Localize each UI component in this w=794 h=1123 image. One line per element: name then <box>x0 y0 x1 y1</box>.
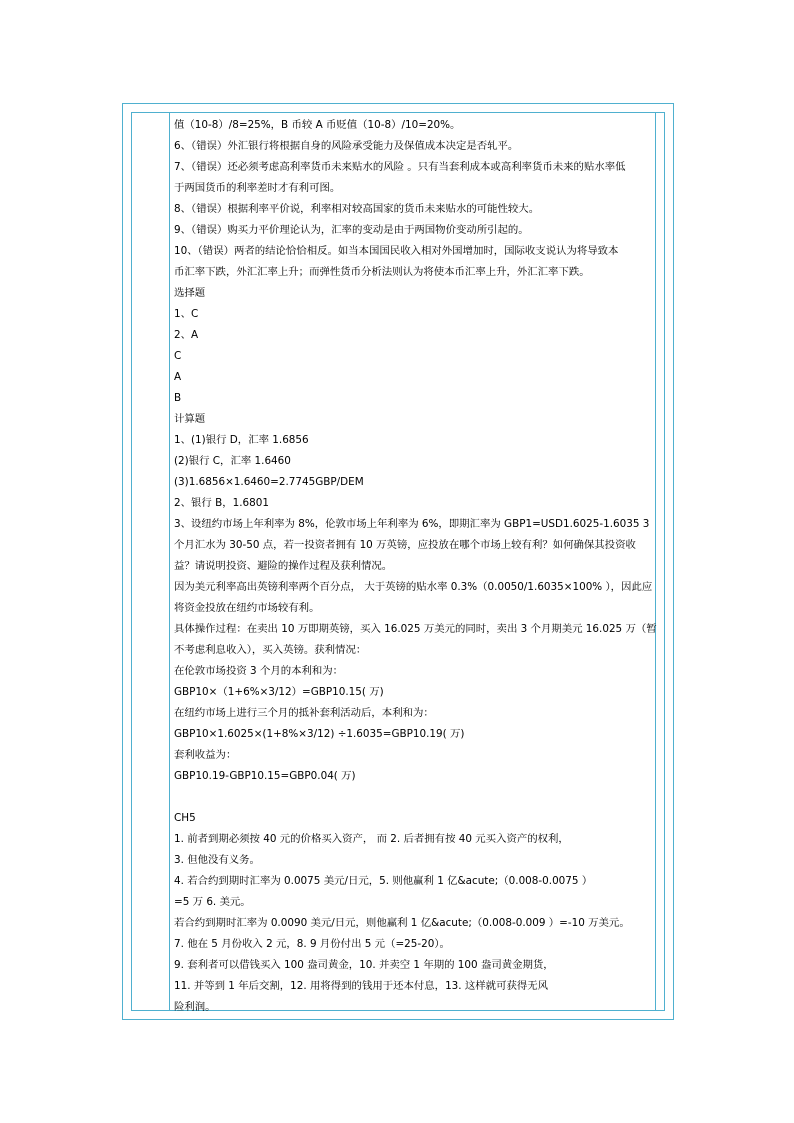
text-line: 将资金投放在纽约市场较有利。 <box>174 602 320 614</box>
text-line: GBP10×1.6025×(1+8%×3/12) ÷1.6035=GBP10.19( 万) <box>174 728 465 740</box>
text-line: GBP10×（1+6%×3/12）=GBP10.15( 万) <box>174 686 384 698</box>
text-line: 9、（错误）购买力平价理论认为，汇率的变动是由于两国物价变动所引起的。 <box>174 224 529 236</box>
answer-text-body <box>174 115 664 1018</box>
text-line: C <box>174 350 182 362</box>
text-line: 1、C <box>174 308 199 320</box>
text-line: (3)1.6856×1.6460=2.7745GBP/DEM <box>174 476 364 488</box>
section-heading: 选择题 <box>174 287 206 299</box>
text-line: 6、（错误）外汇银行将根据自身的风险承受能力及保值成本决定是否轧平。 <box>174 140 519 152</box>
text-line: A <box>174 371 182 383</box>
text-line: 9. 套利者可以借钱买入 100 盎司黄金，10. 并卖空 1 年期的 100 盎司黄金期货， <box>174 959 554 971</box>
text-line: 益？请说明投资、避险的操作过程及获利情况。 <box>174 560 393 572</box>
text-line: 值（10-8）/8=25%，B 币较 A 币贬值（10-8）/10=20%。 <box>174 119 461 131</box>
blank-line <box>174 787 664 808</box>
text-line: 11. 并等到 1 年后交割，12. 用将得到的钱用于还本付息，13. 这样就可获得无风 <box>174 980 549 992</box>
text-line: 因为美元利率高出英镑利率两个百分点， 大于英镑的贴水率 0.3%（0.0050/1.6035×100% ），因此应 <box>174 581 653 593</box>
text-line: 个月汇水为 30-50 点，若一投资者拥有 10 万英镑，应投放在哪个市场上较有利？如何确保其投资收 <box>174 539 636 551</box>
text-line: 3、设纽约市场上年利率为 8%，伦敦市场上年利率为 6%，即期汇率为 GBP1=USD1.6025-1.6035 3 <box>174 518 650 530</box>
text-line: 具体操作过程：在卖出 10 万即期英镑，买入 16.025 万美元的同时，卖出 3 个月期美元 16.025 万（暂 <box>174 623 657 635</box>
text-line: 币汇率下跌，外汇汇率上升；而弹性货币分析法则认为将使本币汇率上升，外汇汇率下跌。 <box>174 266 590 278</box>
text-line: 10、（错误）两者的结论恰恰相反。如当本国国民收入相对外国增加时，国际收支说认为将导致本 <box>174 245 619 257</box>
text-line: 于两国货币的利率差时才有利可图。 <box>174 182 341 194</box>
text-line: 1. 前者到期必须按 40 元的价格买入资产， 而 2. 后者拥有按 40 元买入资产的权利， <box>174 833 569 845</box>
text-line: 套利收益为： <box>174 749 237 761</box>
text-line: =5 万 6. 美元。 <box>174 896 251 908</box>
text-line: 不考虑利息收入），买入英镑。获利情况： <box>174 644 367 656</box>
text-line: (2)银行 C，汇率 1.6460 <box>174 455 291 467</box>
chapter-heading: CH5 <box>174 812 196 824</box>
text-line: B <box>174 392 182 404</box>
text-line: 7. 他在 5 月份收入 2 元，8. 9 月份付出 5 元（=25-20）。 <box>174 938 450 950</box>
text-line: 3. 但他没有义务。 <box>174 854 260 866</box>
text-line: 在纽约市场上进行三个月的抵补套利活动后，本利和为： <box>174 707 434 719</box>
text-line: 在伦敦市场投资 3 个月的本利和为： <box>174 665 344 677</box>
text-line: GBP10.19-GBP10.15=GBP0.04( 万) <box>174 770 356 782</box>
text-line: 7、（错误）还必须考虑高利率货币未来贴水的风险 。只有当套利成本或高利率货币未来的贴水率低 <box>174 161 626 173</box>
section-heading: 计算题 <box>174 413 206 425</box>
table-left-divider <box>169 113 170 1010</box>
text-line: 2、银行 B，1.6801 <box>174 497 269 509</box>
text-line: 险利润。 <box>174 1001 216 1013</box>
text-line: 1、(1)银行 D，汇率 1.6856 <box>174 434 309 446</box>
text-line: 2、A <box>174 329 199 341</box>
text-line: 若合约到期时汇率为 0.0090 美元/日元，则他赢利 1 亿&acute;（0.008-0.009 ）=-10 万美元。 <box>174 917 630 929</box>
text-line: 4. 若合约到期时汇率为 0.0075 美元/日元，5. 则他赢利 1 亿&acute;（0.008-0.0075 ） <box>174 875 593 887</box>
text-line: 8、（错误）根据利率平价说，利率相对较高国家的货币未来贴水的可能性较大。 <box>174 203 540 215</box>
